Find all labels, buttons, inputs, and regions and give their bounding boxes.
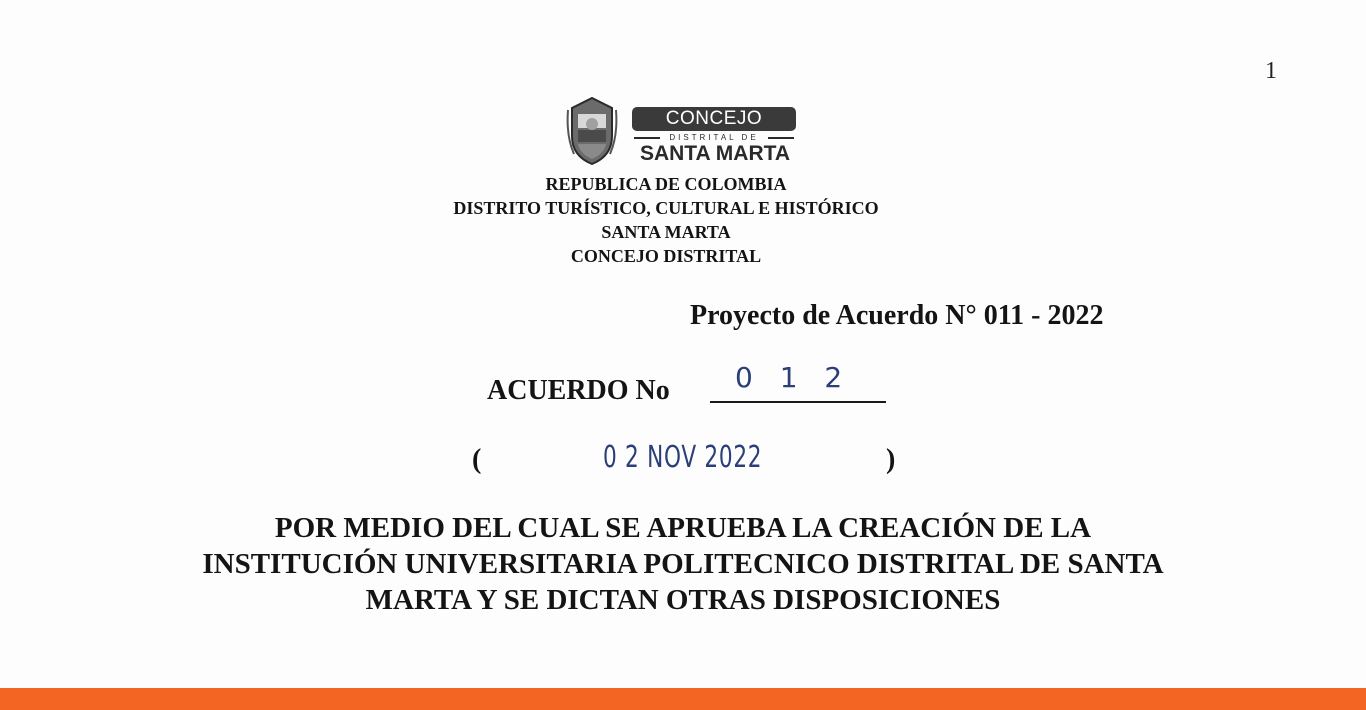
acuerdo-underline: [710, 401, 886, 403]
acuerdo-label: ACUERDO No: [487, 375, 670, 406]
title-line-1: POR MEDIO DEL CUAL SE APRUEBA LA CREACIÓN DE LA: [274, 512, 1092, 544]
title-line-2: INSTITUCIÓN UNIVERSITARIA POLITECNICO DISTRITAL DE SANTA: [202, 548, 1164, 580]
logo-badge: CONCEJO: [632, 107, 796, 131]
date-paren-open: (: [472, 444, 482, 475]
coat-of-arms-icon: [566, 96, 618, 166]
title-line-3: MARTA Y SE DICTAN OTRAS DISPOSICIONES: [365, 584, 1001, 616]
date-paren-close: ): [886, 444, 896, 475]
header-city: SANTA MARTA: [601, 222, 731, 242]
logo-subtitle-text: DISTRITAL DE: [669, 133, 759, 142]
acuerdo-number-stamp: 0 1 2: [735, 361, 852, 394]
header-district: DISTRITO TURÍSTICO, CULTURAL E HISTÓRICO: [453, 198, 879, 218]
accent-bar: [0, 688, 1366, 710]
header-council: CONCEJO DISTRITAL: [570, 246, 762, 266]
header-country: REPUBLICA DE COLOMBIA: [545, 174, 787, 194]
proyecto-number: Proyecto de Acuerdo N° 011 - 2022: [690, 300, 1104, 331]
logo-city: SANTA MARTA: [639, 142, 791, 165]
page-number: 1: [1265, 58, 1277, 84]
concejo-logo: [566, 96, 802, 168]
date-stamp: 0 2 NOV 2022: [603, 440, 763, 475]
